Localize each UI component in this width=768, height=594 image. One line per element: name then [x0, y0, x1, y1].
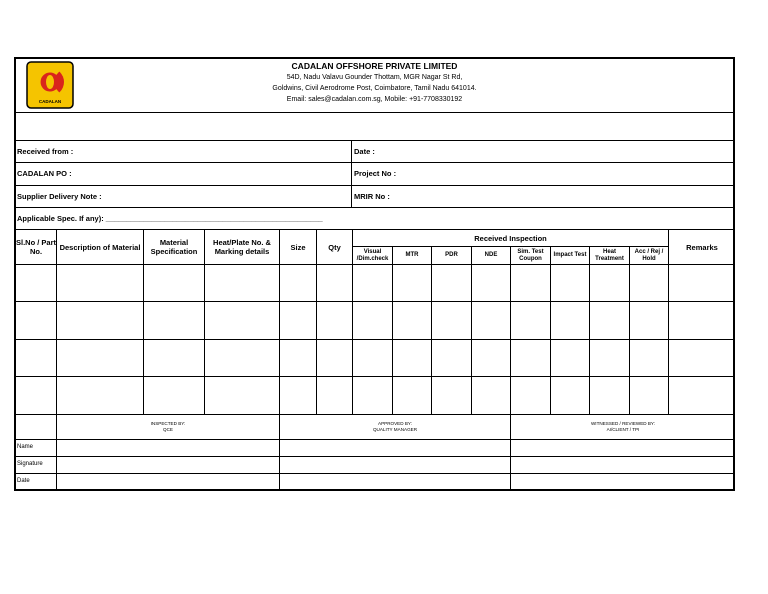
col-impact-test: Impact Test: [553, 252, 587, 258]
approved-by-label: APPROVED BY:: [378, 421, 412, 426]
col-pdr: PDR: [445, 252, 458, 258]
witnessed-by-block: [511, 415, 735, 439]
col-mtr: MTR: [405, 252, 419, 258]
approved-by-role: QUALITY MANAGER: [372, 427, 418, 432]
company-logo: [26, 61, 74, 109]
col-visual: Visual /Dim.check: [356, 248, 389, 262]
col-acc-rej-hold: Acc / Rej / Hold: [634, 248, 664, 262]
table-row: [16, 302, 733, 340]
col-heat-plate: Heat/Plate No. & Marking details: [213, 238, 271, 256]
mrir-form: [14, 57, 735, 491]
logo-text: CADALAN: [38, 99, 62, 104]
col-size: Size: [290, 242, 306, 252]
table-header-row: [16, 230, 733, 265]
po-row: [16, 163, 733, 186]
col-remarks: Remarks: [686, 242, 718, 252]
table-row: [16, 340, 733, 377]
company-address-2: Goldwins, Civil Aerodrome Post, Coimbatore, Tamil Nadu 641014.: [272, 85, 477, 92]
date-label: Date :: [354, 147, 375, 156]
col-nde: NDE: [484, 252, 498, 258]
project-no-label: Project No :: [354, 169, 397, 178]
col-heat-treatment: Heat Treatment: [595, 248, 624, 262]
col-sl-no: Sl.No / Part No.: [16, 238, 57, 256]
inspected-by-block: [57, 415, 279, 439]
cadalan-po-label: CADALAN PO :: [17, 169, 72, 178]
delivery-note-row: [16, 186, 733, 208]
inspected-by-label: INSPECTED BY:: [150, 421, 186, 426]
witnessed-by-label: WITNESSED / REVIEWED BY:: [590, 421, 656, 426]
col-qty: Qty: [328, 242, 341, 252]
signature-label: Signature: [17, 461, 43, 467]
approved-by-block: [280, 415, 510, 439]
header-row: [16, 59, 733, 113]
mrir-no-label: MRIR No :: [354, 192, 390, 201]
applicable-spec-label: Applicable Spec. If any): ____________________________________________________: [17, 214, 323, 223]
applicable-spec-row: [16, 208, 733, 230]
company-address-1: 54D, Nadu Valavu Gounder Thottam, MGR Nagar St Rd,: [286, 74, 463, 81]
received-from-label: Received from :: [17, 147, 74, 156]
company-block: [116, 61, 633, 105]
received-from-row: [16, 141, 733, 163]
company-name: CADALAN OFFSHORE PRIVATE LIMITED: [291, 61, 458, 71]
received-inspection-header: Received Inspection: [474, 233, 547, 243]
table-row: [16, 377, 733, 415]
col-material-spec: Material Specification: [150, 238, 198, 256]
col-description: Description of Material: [59, 242, 141, 252]
blank-row: [16, 113, 733, 141]
table-row: [16, 265, 733, 302]
witnessed-by-role: AI/CLIENT / TPI: [606, 427, 640, 432]
signoff-date-row: [16, 474, 733, 491]
company-contact: Email: sales@cadalan.com.sg, Mobile: +91-7708330192: [286, 96, 463, 103]
col-sim-test-coupon: Sim. Test Coupon: [517, 248, 544, 262]
signoff-header-row: [16, 415, 733, 440]
inspected-by-role: QCE: [163, 427, 173, 432]
signoff-signature-row: [16, 457, 733, 474]
date-row-label: Date: [17, 478, 30, 484]
name-label: Name: [17, 444, 34, 450]
supplier-delivery-note-label: Supplier Delivery Note :: [17, 192, 102, 201]
signoff-name-row: [16, 440, 733, 457]
